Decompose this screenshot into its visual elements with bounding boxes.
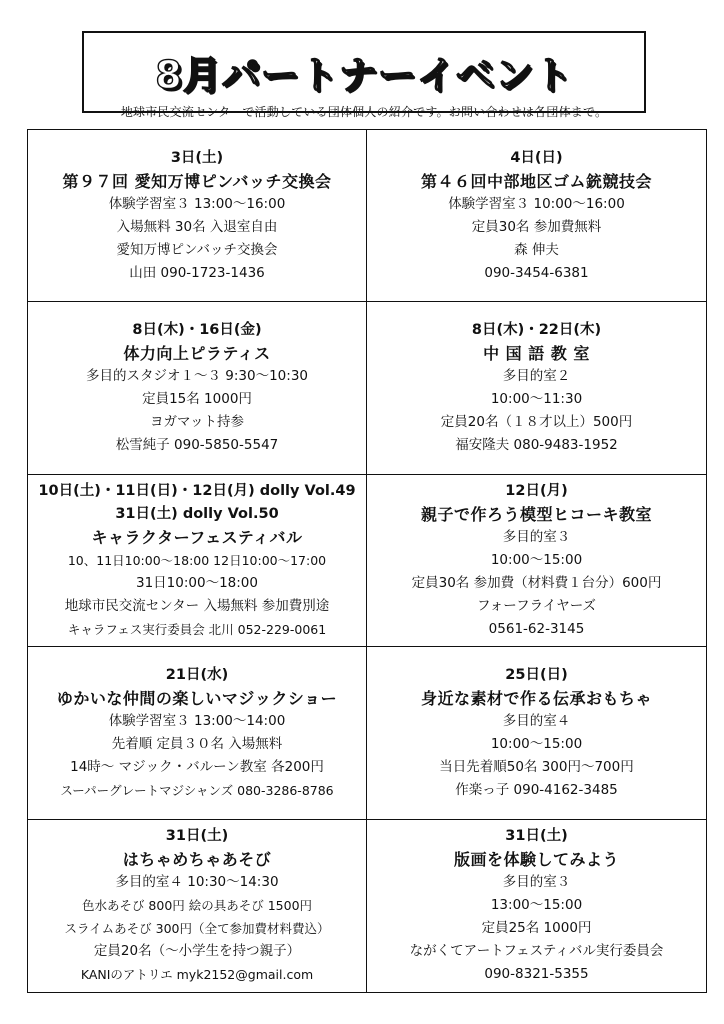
event-info: ながくてアートフェスティバル実行委員会 [409,943,664,960]
event-name: キャラクターフェスティバル [91,527,303,547]
event-info: 定員30名 参加費無料 [471,218,602,235]
event-info: 山田 090-1723-1436 [129,264,265,281]
event-grid [27,129,707,993]
event-date: 31日(土) [165,828,229,845]
event-info: 090-3454-6381 [484,264,589,281]
event-info: 多目的室２ [502,368,571,385]
event-info: フォーフライヤーズ [476,597,597,614]
event-cell [28,475,367,647]
event-info: 多目的室３ [502,874,571,891]
event-info: 090-8321-5355 [484,966,589,983]
event-date: 12日(月) [505,482,568,499]
event-date: 8日(木)・22日(木) [471,322,602,339]
event-info: 31日10:00～18:00 [136,574,258,591]
event-info: 多目的室４ 10:30～14:30 [115,874,279,891]
event-info: 13:00～15:00 [490,897,583,914]
event-info: 10、11日10:00～18:00 12日10:00～17:00 [67,552,327,568]
event-info: 松雪純子 090-5850-5547 [115,437,279,454]
event-name: ゆかいな仲間の楽しいマジックショー [56,688,338,708]
event-name: 中 国 語 教 室 [483,344,590,364]
event-date: 8日(木)・16日(金) [132,322,262,339]
event-info: 多目的スタジオ１～３ 9:30～10:30 [85,368,308,385]
event-info: 体験学習室３ 13:00～14:00 [108,712,286,729]
event-date: 3日(土) [170,149,224,166]
event-cell [28,130,367,302]
event-info: 体験学習室３ 10:00～16:00 [448,195,625,212]
event-info: 10:00～11:30 [490,391,583,408]
event-info: 定員20名（１８才以上）500円 [440,414,633,431]
event-info: キャラフェス実行委員会 北川 052-229-0061 [67,621,327,637]
event-info: 先着順 定員３０名 入場無料 [111,735,283,752]
event-cell [367,302,706,474]
page-title: 8月パートナーイベント [155,53,573,97]
event-date: 31日(土) dolly Vol.50 [115,505,279,522]
event-info: ヨガマット持参 [150,414,244,431]
event-cell [28,302,367,474]
event-name: はちゃめちゃあそび [122,850,272,870]
event-info: 多目的室３ [502,528,571,545]
event-info: 色水あそび 800円 絵の具あそび 1500円 [81,898,313,914]
event-name: 身近な素材で作る伝承おもちゃ [420,688,652,708]
event-info: 森 伸夫 [514,241,559,258]
event-info: 10:00～15:00 [490,551,583,568]
event-cell [367,820,706,992]
event-name: 親子で作ろう模型ヒコーキ教室 [420,504,652,524]
event-date: 21日(水) [165,666,229,683]
event-date: 10日(土)・11日(日)・12日(月) dolly Vol.49 [38,482,356,499]
event-info: 定員15名 1000円 [142,391,252,408]
event-cell [367,130,706,302]
event-name: 第９７回 愛知万博ピンバッチ交換会 [62,171,332,191]
event-info: 当日先着順50名 300円～700円 [439,758,634,775]
event-info: 福安隆夫 080-9483-1952 [455,437,618,454]
event-cell [367,475,706,647]
event-info: 多目的室４ [502,712,571,729]
event-date: 25日(日) [505,666,568,683]
event-cell [28,820,367,992]
event-info: 体験学習室３ 13:00～16:00 [108,195,286,212]
event-cell [367,647,706,819]
event-info: 10:00～15:00 [490,735,583,752]
event-info: スーパーグレートマジシャンズ 080-3286-8786 [60,782,334,798]
event-info: KANIのアトリエ myk2152@gmail.com [80,967,314,983]
event-name: 体力向上ピラティス [123,344,271,364]
event-date: 31日(土) [505,828,568,845]
event-info: 地球市民交流センター 入場無料 参加費別途 [64,597,330,614]
event-cell [28,647,367,819]
event-info: 入場無料 30名 入退室自由 [116,218,278,235]
event-date: 4日(日) [510,149,563,166]
event-name: 版画を体験してみよう [453,850,619,870]
event-info: スライムあそび 300円（全て参加費材料費込） [64,921,330,937]
event-info: 0561-62-3145 [488,620,585,637]
event-name: 第４６回中部地区ゴム銃競技会 [420,171,652,191]
event-info: 定員30名 参加費（材料費１台分）600円 [411,574,662,591]
event-info: 定員25名 1000円 [481,920,592,937]
page-subtitle: 地球市民交流センターで活動している団体個人の紹介です。お問い合わせは各団体まで。 [120,105,608,119]
event-info: 作楽っ子 090-4162-3485 [455,781,618,798]
event-info: 14時～ マジック・バルーン教室 各200円 [70,758,324,775]
event-info: 愛知万博ピンバッチ交換会 [116,241,278,258]
event-info: 定員20名（～小学生を持つ親子） [93,943,301,960]
title-box [82,31,646,119]
